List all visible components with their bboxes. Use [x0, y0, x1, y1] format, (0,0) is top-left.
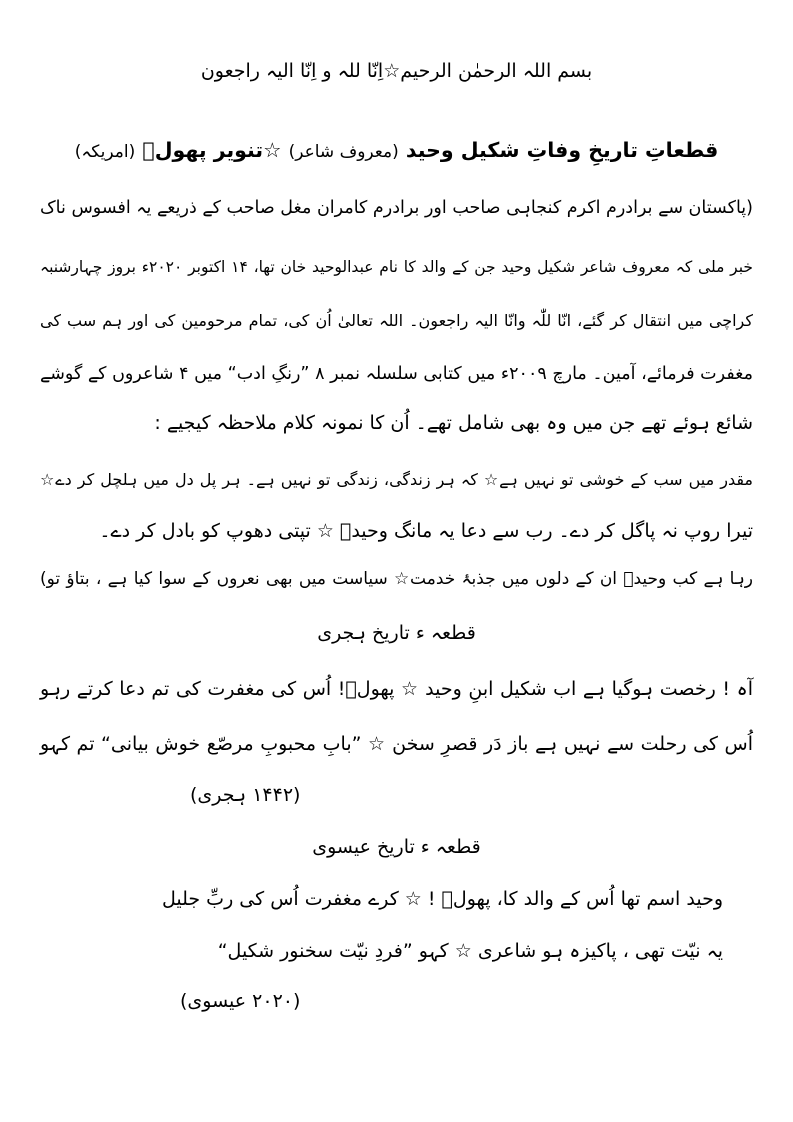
- sample-line: مقدر میں سب کے خوشی تو نہیں ہے☆ کہ ہر زندگی، زندگی تو نہیں ہے۔ ہر پل دل میں ہلچل کر دے☆: [40, 470, 753, 489]
- hijri-heading: قطعہ ء تاریخ ہجری: [317, 622, 476, 644]
- intro-line: (پاکستان سے برادرم اکرم کنجاہی صاحب اور برادرم کامران مغل صاحب کے ذریعے یہ افسوس ناک: [40, 198, 753, 218]
- intro-line: خبر ملی کہ معروف شاعر شکیل وحید جن کے والد کا نام عبدالوحید خان تھا، ۱۴ اکتوبر ۲۰۲۰ء بروز چہارشنبہ: [40, 258, 753, 276]
- title-subtitle-country: (امریکہ): [74, 142, 136, 162]
- title-main: قطعاتِ تاریخِ وفاتِ شکیل وحید: [405, 138, 719, 162]
- bismillah-line: بسم اللہ الرحمٰن الرحیم☆اِنّا للہ و اِنّا الیہ راجعون: [200, 60, 593, 82]
- sample-line: رہا ہے کب وحیدؔ ان کے دلوں میں جذبۂ خدمت☆ سیاست میں بھی نعروں کے سوا کیا ہے ، بتاؤ تو): [40, 569, 753, 589]
- title-author: ☆تنویر پھولؔ: [142, 138, 282, 162]
- intro-line: مغفرت فرمائے، آمین۔ مارچ ۲۰۰۹ء میں کتابی سلسلہ نمبر ۸ ”رنگِ ادب“ میں ۴ شاعروں کے گوشے: [40, 364, 753, 384]
- isawi-year: (۲۰۲۰ عیسوی): [180, 990, 301, 1012]
- hijri-year: (۱۴۴۲ ہجری): [190, 784, 301, 806]
- page-title: [0, 140, 793, 161]
- intro-line: شائع ہوئے تھے جن میں وہ بھی شامل تھے۔ اُن کا نمونہ کلام ملاحظہ کیجیے :: [154, 412, 753, 434]
- hijri-verse-line: آہ ! رخصت ہوگیا ہے اب شکیل ابنِ وحید ☆ پھولؔ! اُس کی مغفرت کی تم دعا کرتے رہو: [40, 678, 753, 700]
- title-subtitle-poet: (معروف شاعر): [288, 142, 399, 162]
- isawi-verse-line: یہ نیّت تھی ، پاکیزہ ہو شاعری ☆ کہو ”فردِ نیّت سخنور شکیل“: [217, 940, 723, 962]
- intro-line: کراچی میں انتقال کر گئے، انّا للّٰہ وانّا الیہ راجعون۔ اللہ تعالیٰ اُن کی، تمام مرحومین کی اور ہم سب کی: [40, 311, 753, 330]
- hijri-verse-line: اُس کی رحلت سے نہیں ہے باز دَر قصرِ سخن ☆ ”بابِ محبوبِ مرصّع خوش بیانی“ تم کہو: [40, 733, 753, 755]
- isawi-verse-line: وحید اسم تھا اُس کے والد کا، پھولؔ ! ☆ کرے مغفرت اُس کی ربِّ جلیل: [161, 888, 723, 910]
- sample-line: تیرا روپ نہ پاگل کر دے۔ رب سے دعا یہ مانگ وحیدؔ ☆ تپتی دھوپ کو بادل کر دے۔: [99, 520, 753, 542]
- isawi-heading: قطعہ ء تاریخ عیسوی: [312, 836, 481, 858]
